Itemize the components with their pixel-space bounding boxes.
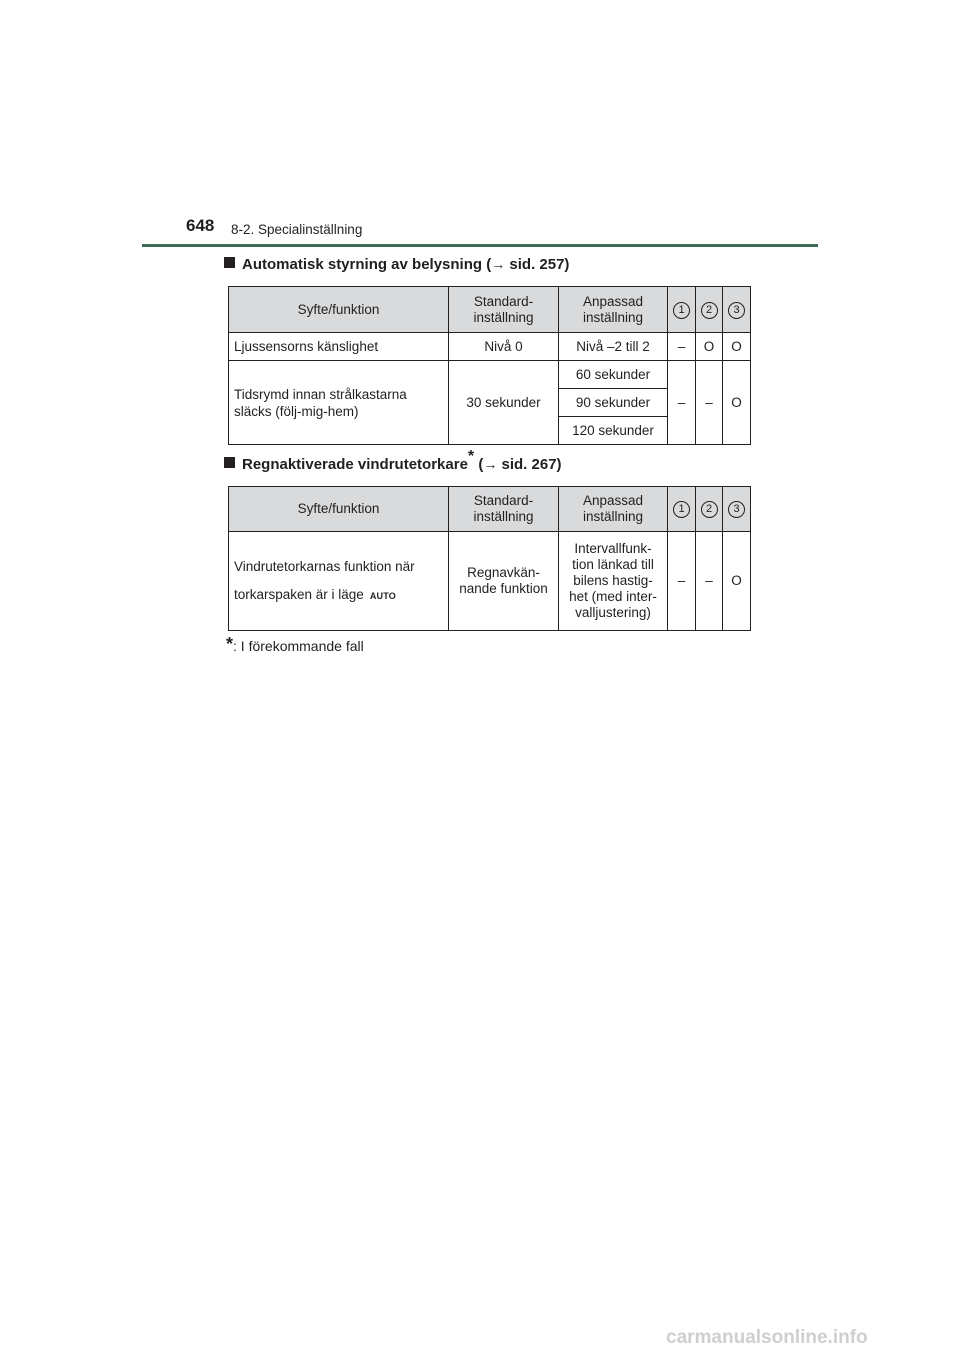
heading-rain-wipers <box>224 448 562 474</box>
page-number: 648 <box>186 216 215 235</box>
row-c2: O <box>696 333 723 361</box>
row-c2: – <box>696 532 723 631</box>
row-custom: Nivå –2 till 2 <box>559 333 668 361</box>
row-default: 30 sekunder <box>449 361 559 445</box>
table-row <box>229 333 751 361</box>
col-header-default: Standard- inställning <box>449 287 559 333</box>
heading-ref: sid. 257) <box>509 256 570 273</box>
heading-text: Regnaktiverade vindrutetorkare <box>242 456 468 473</box>
circled-2-icon: 2 <box>701 501 718 518</box>
row-function-line2-wrap <box>234 587 444 604</box>
circled-2-icon: 2 <box>701 302 718 319</box>
row-custom: Intervallfunk- tion länkad till bilens hastig- het (med inter- valljustering) <box>559 532 668 631</box>
bullet-square-icon <box>224 257 235 268</box>
col-header-default: Standard- inställning <box>449 487 559 532</box>
heading-text: Automatisk styrning av belysning ( <box>242 256 492 273</box>
lighting-settings-table <box>228 286 751 445</box>
col-header-custom: Anpassad inställning <box>559 287 668 333</box>
row-c1: – <box>668 333 696 361</box>
table-header-row <box>229 287 751 333</box>
row-default: Regnavkän- nande funktion <box>449 532 559 631</box>
circled-1-icon: 1 <box>673 501 690 518</box>
row-function-line2: torkarspaken är i läge <box>234 586 364 602</box>
footnote-text: : I förekommande fall <box>233 638 364 654</box>
section-name: 8-2. Specialinställning <box>231 222 363 237</box>
heading-ref: sid. 267) <box>501 456 562 473</box>
bullet-square-icon <box>224 457 235 468</box>
row-function: Ljussensorns känslighet <box>229 333 449 361</box>
col-header-2 <box>696 287 723 333</box>
table-header-row <box>229 487 751 532</box>
col-header-function: Syfte/funktion <box>229 487 449 532</box>
row-c1: – <box>668 532 696 631</box>
auto-wiper-icon: AUTO <box>369 590 396 601</box>
col-header-1 <box>668 287 696 333</box>
col-header-function: Syfte/funktion <box>229 287 449 333</box>
table-row <box>229 532 751 631</box>
row-function <box>229 532 449 631</box>
footnote <box>226 636 364 655</box>
heading-automatic-lighting <box>224 255 569 274</box>
row-c3: O <box>723 361 751 445</box>
table-row <box>229 361 751 389</box>
circled-3-icon: 3 <box>728 501 745 518</box>
circled-3-icon: 3 <box>728 302 745 319</box>
header-rule <box>142 244 818 247</box>
arrow-icon: → <box>483 456 498 472</box>
col-header-custom: Anpassad inställning <box>559 487 668 532</box>
col-header-3 <box>723 287 751 333</box>
row-c1: – <box>668 361 696 445</box>
footnote-marker: * <box>226 634 234 654</box>
row-custom-option: 90 sekunder <box>559 389 668 417</box>
wiper-settings-table <box>228 486 751 631</box>
row-c3: O <box>723 333 751 361</box>
heading-ref-open: ( <box>474 456 484 473</box>
row-function-line1: Vindrutetorkarnas funktion när <box>234 558 415 574</box>
asterisk-mark: * <box>467 448 475 465</box>
row-function: Tidsrymd innan strålkastarna släcks (följ-mig-hem) <box>229 361 449 445</box>
row-c3: O <box>723 532 751 631</box>
row-custom-option: 60 sekunder <box>559 361 668 389</box>
row-c2: – <box>696 361 723 445</box>
watermark: carmanualsonline.info <box>666 1327 868 1348</box>
circled-1-icon: 1 <box>673 302 690 319</box>
row-default: Nivå 0 <box>449 333 559 361</box>
row-custom-option: 120 sekunder <box>559 417 668 445</box>
col-header-1 <box>668 487 696 532</box>
arrow-icon: → <box>491 256 506 272</box>
col-header-2 <box>696 487 723 532</box>
col-header-3 <box>723 487 751 532</box>
